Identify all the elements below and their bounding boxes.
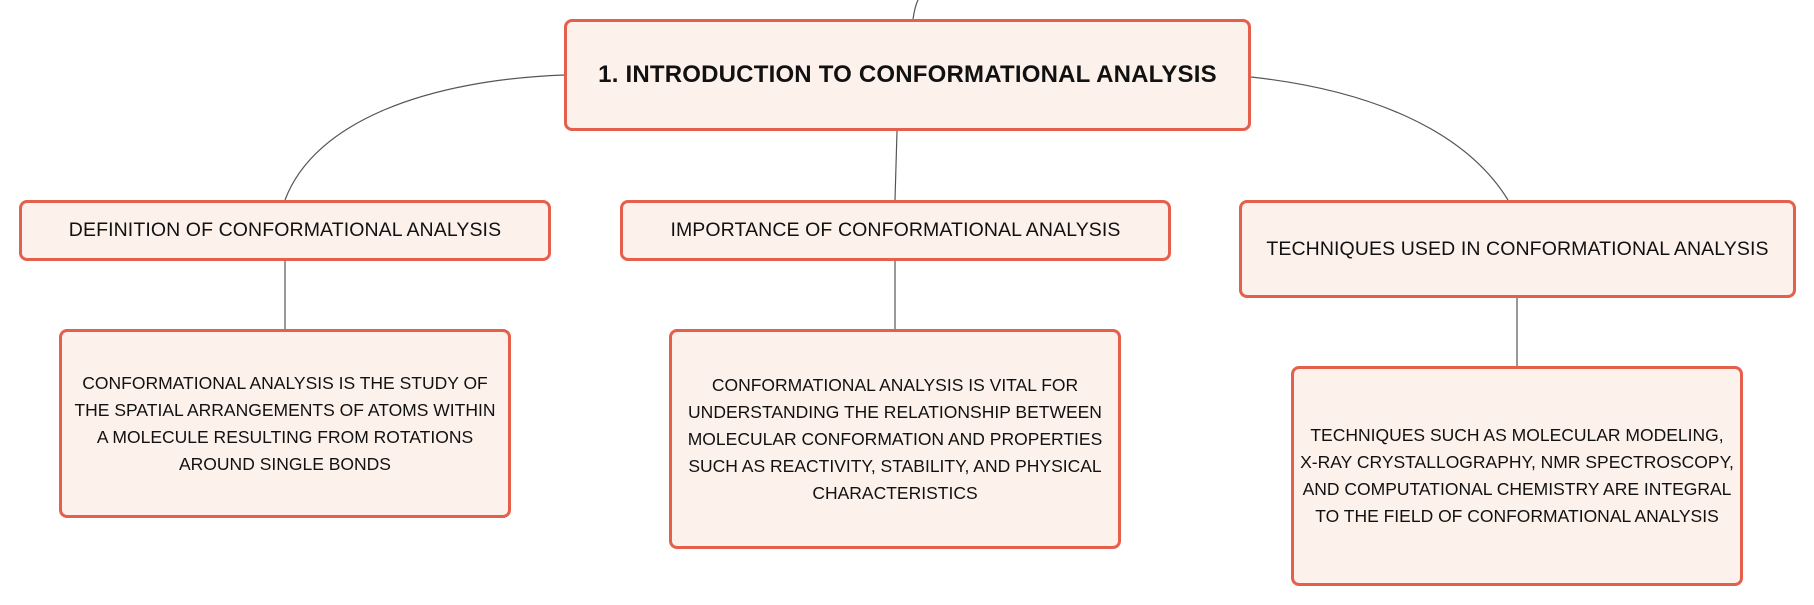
subtopic-importance-label: IMPORTANCE OF CONFORMATIONAL ANALYSIS: [670, 219, 1121, 241]
subtopic-importance[interactable]: [620, 200, 1171, 261]
detail-importance-text: CONFORMATIONAL ANALYSIS IS VITAL FOR UNDERSTANDING THE RELATIONSHIP BETWEEN MOLECULAR CONFORMATION AND PROPERTIES SUCH AS REACTIVITY, STABILITY, AND PHYSICAL CHARACTERISTICS: [687, 374, 1103, 503]
subtopic-techniques-label: TECHNIQUES USED IN CONFORMATIONAL ANALYSIS: [1266, 237, 1769, 260]
connector-root-to-techniques: [1251, 77, 1508, 200]
detail-definition-text: CONFORMATIONAL ANALYSIS IS THE STUDY OF THE SPATIAL ARRANGEMENTS OF ATOMS WITHIN A MOLECULE RESULTING FROM ROTATIONS AROUND SINGLE BONDS: [74, 372, 496, 474]
subtopic-definition-label: DEFINITION OF CONFORMATIONAL ANALYSIS: [68, 219, 502, 241]
root-topic-label: 1. INTRODUCTION TO CONFORMATIONAL ANALYSIS: [598, 61, 1217, 88]
detail-importance[interactable]: [669, 329, 1121, 549]
connector-root-to-importance: [895, 131, 897, 200]
detail-definition[interactable]: [59, 329, 511, 518]
parent-connector: [913, 0, 918, 19]
subtopic-techniques[interactable]: [1239, 200, 1796, 298]
detail-techniques-text: TECHNIQUES SUCH AS MOLECULAR MODELING, X-RAY CRYSTALLOGRAPHY, NMR SPECTROSCOPY, AND COMPUTATIONAL CHEMISTRY ARE INTEGRAL TO THE FIELD OF CONFORMATIONAL ANALYSIS: [1300, 425, 1734, 526]
subtopic-definition[interactable]: [19, 200, 551, 261]
detail-techniques[interactable]: [1291, 366, 1743, 586]
root-topic-node[interactable]: [564, 19, 1251, 131]
connector-root-to-definition: [285, 75, 564, 200]
